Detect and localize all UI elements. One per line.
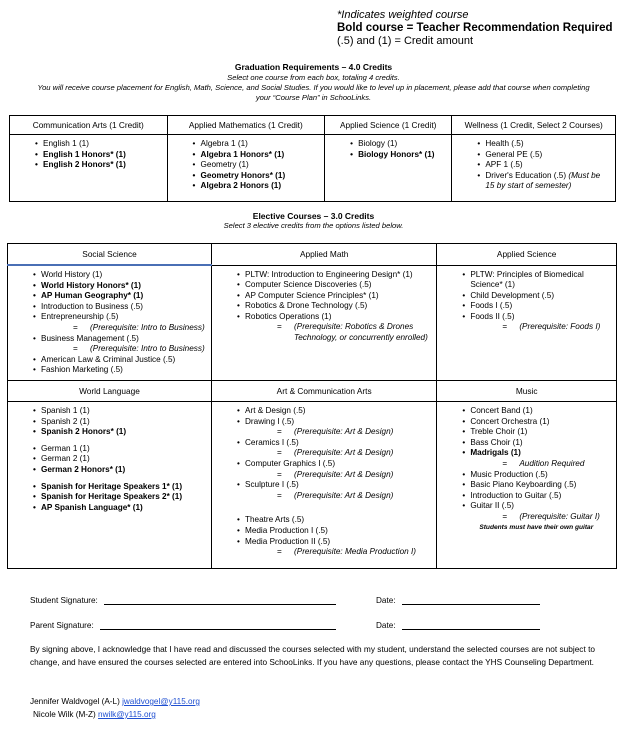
list-item: • PLTW: Principles of Biomedical Science* (1)	[437, 270, 616, 291]
science-cell	[325, 135, 452, 202]
list-item: • Entrepreneurship (.5)	[8, 312, 211, 323]
header-applied-math: Applied Mathematics (1 Credit)	[167, 116, 325, 135]
parent-signature-line[interactable]	[100, 620, 336, 630]
acknowledgement-text: By signing above, I acknowledge that I have read and discussed the courses selected with my student, understand the selected courses are not subject to change, and have ensured the courses selected are entered into SchooLinks. If you have any questions, please contact the YHS Counseling Department.	[30, 644, 595, 667]
header-elective-applied-science: Applied Science	[437, 244, 617, 266]
list-item: • Computer Science Discoveries (.5)	[212, 280, 436, 291]
list-item: • German 2 Honors* (1)	[8, 465, 211, 476]
list-item: • German 1 (1)	[8, 444, 211, 455]
drivers-ed-note: (Must be 15 by start of semester)	[485, 170, 601, 191]
list-item: • Madrigals (1)	[437, 448, 616, 459]
list-item: • Spanish 2 Honors* (1)	[8, 427, 211, 438]
list-item: • Music Production (.5)	[437, 470, 616, 481]
list-item: • PLTW: Introduction to Engineering Design* (1)	[212, 270, 436, 281]
list-item: • Health (.5)	[452, 139, 615, 150]
student-date-label: Date:	[376, 596, 396, 605]
elective-instructions: Select 3 elective credits from the options listed below.	[223, 221, 404, 230]
list-item: • Robotics & Drone Technology (.5)	[212, 301, 436, 312]
list-item: • Guitar II (.5)	[437, 501, 616, 512]
prerequisite-note: = (Prerequisite: Robotics & Drones Technology, or concurrently enrolled)	[212, 322, 436, 343]
list-item	[452, 171, 615, 192]
header-communication-arts: Communication Arts (1 Credit)	[10, 116, 168, 135]
audition-note: = Audition Required	[437, 459, 616, 470]
prerequisite-note: = (Prerequisite: Foods I)	[437, 322, 616, 333]
prerequisite-note: = (Prerequisite: Guitar I)	[437, 512, 616, 523]
contact-name: Jennifer Waldvogel (A-L)	[30, 697, 120, 706]
student-signature-row	[30, 595, 336, 605]
list-item: • Media Production II (.5)	[212, 537, 436, 548]
elective-applied-science-cell	[437, 265, 617, 381]
list-item: • Sculpture I (.5)	[212, 480, 436, 491]
student-signature-label: Student Signature:	[30, 596, 98, 605]
weighted-legend: *Indicates weighted course	[337, 9, 469, 21]
parent-signature-label: Parent Signature:	[30, 621, 94, 630]
header-world-language: World Language	[8, 381, 212, 402]
list-item: • Algebra 1 (1)	[168, 139, 325, 150]
elective-table	[7, 243, 617, 569]
list-item: • English 2 Honors* (1)	[10, 160, 167, 171]
contact-name: Nicole Wilk (M-Z)	[33, 710, 96, 719]
student-signature-line[interactable]	[104, 595, 336, 605]
list-item: • Robotics Operations (1)	[212, 312, 436, 323]
list-item: • Spanish for Heritage Speakers 1* (1)	[8, 482, 211, 493]
prerequisite-note: = (Prerequisite: Intro to Business)	[8, 344, 211, 355]
list-item: • Treble Choir (1)	[437, 427, 616, 438]
list-item: • Drawing I (.5)	[212, 417, 436, 428]
legend	[337, 9, 613, 48]
spacer	[212, 501, 436, 515]
list-item: • AP Human Geography* (1)	[8, 291, 211, 302]
list-item: • Spanish 2 (1)	[8, 417, 211, 428]
prerequisite-note: = (Prerequisite: Art & Design)	[212, 470, 436, 481]
graduation-instructions: Select one course from each box, totaling 4 credits.	[227, 73, 400, 82]
parent-date-label: Date:	[376, 621, 396, 630]
list-item: • Foods I (.5)	[437, 301, 616, 312]
list-item: • Computer Graphics I (.5)	[212, 459, 436, 470]
list-item: • Spanish 1 (1)	[8, 406, 211, 417]
music-cell	[437, 402, 617, 569]
guitar-note: Students must have their own guitar	[479, 523, 594, 531]
email-link[interactable]: nwilk@y115.org	[98, 710, 156, 719]
list-item: • Algebra 1 Honors* (1)	[168, 150, 325, 161]
credit-legend: (.5) and (1) = Credit amount	[337, 35, 474, 47]
list-item: • Algebra 2 Honors (1)	[168, 181, 325, 192]
list-item: • German 2 (1)	[8, 454, 211, 465]
list-item: • World History Honors* (1)	[8, 281, 211, 292]
list-item: • Biology Honors* (1)	[325, 150, 451, 161]
list-item: • Concert Orchestra (1)	[437, 417, 616, 428]
list-item: • Concert Band (1)	[437, 406, 616, 417]
header-elective-applied-math: Applied Math	[212, 244, 437, 266]
email-link[interactable]: jwaldvogel@y115.org	[122, 697, 200, 706]
header-music: Music	[437, 381, 617, 402]
comm-arts-cell	[10, 135, 168, 202]
drivers-ed-label: Driver's Education (.5)	[485, 170, 567, 180]
prerequisite-note: = (Prerequisite: Art & Design)	[212, 491, 436, 502]
student-date-row	[376, 595, 540, 605]
list-item: • Art & Design (.5)	[212, 406, 436, 417]
graduation-placement-note: You will receive course placement for English, Math, Science, and Social Studies. If you would like to level up in placement, please add that course when completing your “Course Plan” in SchooLinks.	[37, 83, 590, 102]
contact-waldvogel	[30, 697, 200, 706]
list-item: • World History (1)	[8, 270, 211, 281]
list-item: • Introduction to Guitar (.5)	[437, 491, 616, 502]
prerequisite-note: = (Prerequisite: Intro to Business)	[8, 323, 211, 334]
list-item: • Child Development (.5)	[437, 291, 616, 302]
list-item: • Fashion Marketing (.5)	[8, 365, 211, 376]
math-cell	[167, 135, 325, 202]
list-item: • English 1 Honors* (1)	[10, 150, 167, 161]
header-art-communication: Art & Communication Arts	[212, 381, 437, 402]
bold-legend: Bold course = Teacher Recommendation Required	[337, 22, 613, 34]
header-applied-science: Applied Science (1 Credit)	[325, 116, 452, 135]
parent-date-row	[376, 620, 540, 630]
list-item: • Biology (1)	[325, 139, 451, 150]
list-item: • APF 1 (.5)	[452, 160, 615, 171]
list-item: • Basic Piano Keyboarding (.5)	[437, 480, 616, 491]
prerequisite-note: = (Prerequisite: Art & Design)	[212, 448, 436, 459]
header-social-science: Social Science	[8, 244, 212, 266]
list-item: • Geometry Honors* (1)	[168, 171, 325, 182]
list-item: • Introduction to Business (.5)	[8, 302, 211, 313]
list-item: • Theatre Arts (.5)	[212, 515, 436, 526]
social-science-cell	[8, 265, 212, 381]
list-item: • Geometry (1)	[168, 160, 325, 171]
prerequisite-note: = (Prerequisite: Media Production I)	[212, 547, 436, 558]
graduation-table	[9, 115, 616, 202]
wellness-cell	[452, 135, 616, 202]
list-item: • Ceramics I (.5)	[212, 438, 436, 449]
list-item: • Bass Choir (1)	[437, 438, 616, 449]
list-item: • Foods II (.5)	[437, 312, 616, 323]
list-item: • General PE (.5)	[452, 150, 615, 161]
art-communication-cell	[212, 402, 437, 569]
list-item: • Business Management (.5)	[8, 334, 211, 345]
parent-signature-row	[30, 620, 336, 630]
graduation-title: Graduation Requirements – 4.0 Credits	[234, 62, 393, 72]
world-language-cell	[8, 402, 212, 569]
elective-title: Elective Courses – 3.0 Credits	[252, 211, 375, 221]
prerequisite-note: = (Prerequisite: Art & Design)	[212, 427, 436, 438]
contact-wilk	[33, 710, 156, 719]
list-item: • American Law & Criminal Justice (.5)	[8, 355, 211, 366]
student-date-line[interactable]	[402, 595, 540, 605]
list-item: • AP Spanish Language* (1)	[8, 503, 211, 514]
list-item: • AP Computer Science Principles* (1)	[212, 291, 436, 302]
list-item: • Media Production I (.5)	[212, 526, 436, 537]
list-item: • Spanish for Heritage Speakers 2* (1)	[8, 492, 211, 503]
header-wellness: Wellness (1 Credit, Select 2 Courses)	[452, 116, 616, 135]
elective-applied-math-cell	[212, 265, 437, 381]
parent-date-line[interactable]	[402, 620, 540, 630]
list-item: • English 1 (1)	[10, 139, 167, 150]
